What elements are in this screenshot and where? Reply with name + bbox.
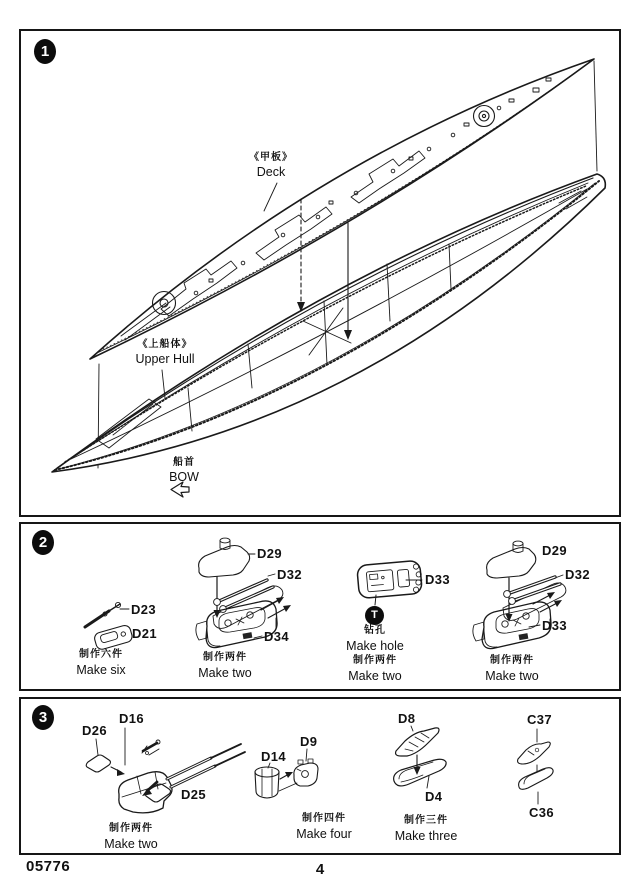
bow-label: 船首 BOW [169, 457, 199, 484]
part-label-c36: C36 [529, 805, 555, 820]
part-label-d26: D26 [82, 723, 108, 738]
kit-number: 05776 [26, 858, 71, 875]
part-label-d29: D29 [257, 546, 283, 561]
step-2-badge: 2 [32, 530, 54, 555]
part-label-d33: D33 [425, 572, 451, 587]
caption-make-two-3: 制作两件 Make two [485, 655, 539, 683]
part-label-d29-b: D29 [542, 543, 568, 558]
part-label-d8: D8 [398, 711, 416, 726]
caption-make-two-2: 制作两件 Make two [348, 655, 402, 683]
step-1-panel [19, 29, 621, 517]
part-label-d4: D4 [425, 789, 443, 804]
bow-direction-arrow-icon [171, 482, 189, 497]
step-3-badge: 3 [32, 705, 54, 730]
part-label-d21: D21 [132, 626, 158, 641]
upper-hull-label: 《上船体》 Upper Hull [135, 339, 195, 366]
caption-make-six: 制作六件 Make six [76, 649, 126, 677]
part-label-d32: D32 [277, 567, 303, 582]
ship-deck-hull-drawing [21, 31, 619, 515]
caption-make-four: 制作四件 Make four [296, 813, 352, 841]
step-1-badge: 1 [34, 39, 56, 64]
caption-make-two-4: 制作两件 Make two [104, 823, 158, 851]
part-label-d9: D9 [300, 734, 318, 749]
caption-make-hole: 钻孔 Make hole [346, 625, 404, 653]
part-label-d23: D23 [131, 602, 157, 617]
part-label-d25: D25 [181, 787, 207, 802]
part-label-d16: D16 [119, 711, 145, 726]
part-label-c37: C37 [527, 712, 553, 727]
caption-make-two-1: 制作两件 Make two [198, 652, 252, 680]
step-3-panel [19, 697, 621, 855]
drill-hole-icon: T [365, 606, 384, 625]
part-label-d32-b: D32 [565, 567, 591, 582]
step-2-panel [19, 522, 621, 691]
part-label-d33-b: D33 [542, 618, 568, 633]
page-number: 4 [315, 861, 325, 878]
caption-make-three: 制作三件 Make three [394, 815, 458, 843]
part-label-d34: D34 [264, 629, 290, 644]
part-label-d14: D14 [261, 749, 287, 764]
deck-label: 《甲板》 Deck [249, 152, 293, 179]
